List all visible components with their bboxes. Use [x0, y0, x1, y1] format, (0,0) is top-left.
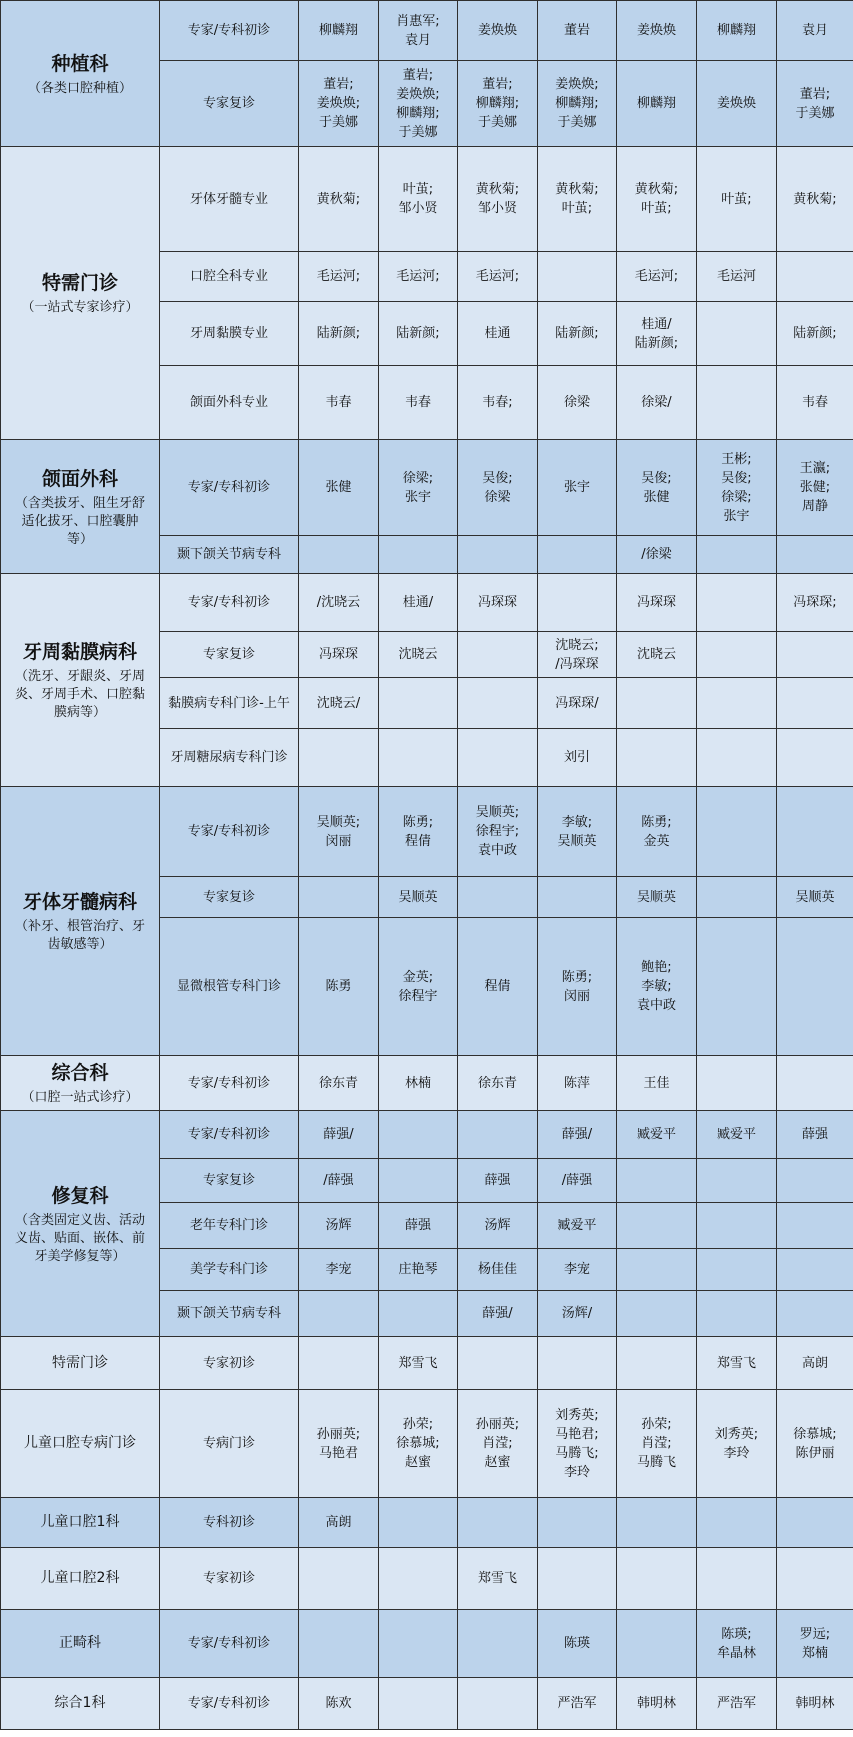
clinic-type-cell: 颌面外科专业 [160, 366, 299, 440]
doctor-cell [697, 302, 777, 366]
doctor-cell: 袁月 [777, 1, 853, 61]
doctor-cell [697, 574, 777, 632]
department-description: （含类固定义齿、活动义齿、贴面、嵌体、前牙美学修复等） [14, 1212, 145, 1264]
doctor-cell [458, 877, 538, 918]
doctor-cell [617, 1203, 697, 1249]
doctor-cell: 孙荣; 肖滢; 马腾飞 [617, 1390, 697, 1498]
doctor-cell: 陆新颜; [777, 302, 853, 366]
doctor-cell [458, 1111, 538, 1159]
clinic-type-cell: 专家/专科初诊 [160, 1056, 299, 1111]
clinic-type-cell: 专家/专科初诊 [160, 1678, 299, 1730]
doctor-cell: 徐梁/ [617, 366, 697, 440]
doctor-cell: 黄秋菊; 叶茧; [538, 147, 617, 252]
clinic-type-cell: 显微根管专科门诊 [160, 918, 299, 1056]
department-description: （口腔一站式诊疗） [21, 1090, 139, 1105]
doctor-cell: 臧爱平 [538, 1203, 617, 1249]
doctor-cell: 冯琛琛; [777, 574, 853, 632]
doctor-cell [697, 366, 777, 440]
doctor-cell: 韩明林 [777, 1678, 853, 1730]
doctor-cell: 臧爱平 [697, 1111, 777, 1159]
doctor-cell: 姜焕焕 [697, 61, 777, 147]
doctor-cell: 薛强/ [299, 1111, 379, 1159]
clinic-type-cell: 颞下颌关节病专科 [160, 536, 299, 574]
doctor-cell: 汤辉/ [538, 1291, 617, 1337]
table-row [1, 1678, 853, 1730]
doctor-cell: 李宠 [538, 1249, 617, 1291]
department-cell [1, 440, 160, 574]
doctor-cell [458, 632, 538, 678]
department-cell [1, 1498, 160, 1548]
doctor-cell: 毛运河 [697, 252, 777, 302]
doctor-cell [299, 729, 379, 787]
doctor-cell: 张宇 [538, 440, 617, 536]
doctor-cell [299, 536, 379, 574]
doctor-cell: 林楠 [379, 1056, 458, 1111]
doctor-cell [777, 536, 853, 574]
doctor-cell [538, 1548, 617, 1610]
doctor-cell: 桂通/ 陆新颜; [617, 302, 697, 366]
doctor-cell: 王佳 [617, 1056, 697, 1111]
doctor-cell: 罗远; 郑楠 [777, 1610, 853, 1678]
doctor-cell: 吴顺英 [617, 877, 697, 918]
doctor-cell [697, 729, 777, 787]
doctor-cell: 毛运河; [299, 252, 379, 302]
doctor-cell: 薛强 [379, 1203, 458, 1249]
department-name: 正畸科 [59, 1635, 101, 1651]
doctor-cell: 臧爱平 [617, 1111, 697, 1159]
doctor-cell [299, 1291, 379, 1337]
doctor-cell [458, 1678, 538, 1730]
doctor-cell [538, 252, 617, 302]
doctor-cell: 陆新颜; [379, 302, 458, 366]
doctor-cell: 冯琛琛 [299, 632, 379, 678]
department-cell [1, 147, 160, 440]
clinic-type-cell: 专家/专科初诊 [160, 1, 299, 61]
clinic-type-cell: 专家/专科初诊 [160, 574, 299, 632]
doctor-cell [379, 1159, 458, 1203]
doctor-cell: 吴俊; 张健 [617, 440, 697, 536]
doctor-cell: 董岩; 姜焕焕; 柳麟翔; 于美娜 [379, 61, 458, 147]
department-name: 综合科 [51, 1062, 109, 1084]
department-name: 儿童口腔专病门诊 [24, 1435, 136, 1451]
doctor-cell [617, 1337, 697, 1390]
doctor-cell: 董岩 [538, 1, 617, 61]
doctor-cell [617, 1159, 697, 1203]
clinic-type-cell: 黏膜病专科门诊-上午 [160, 678, 299, 729]
doctor-cell [697, 1498, 777, 1548]
schedule-body [1, 1, 853, 1730]
department-cell [1, 1337, 160, 1390]
department-description: （各类口腔种植） [27, 80, 132, 96]
doctor-cell [777, 678, 853, 729]
table-row [1, 1390, 853, 1498]
doctor-cell: 高朗 [777, 1337, 853, 1390]
doctor-cell [299, 877, 379, 918]
department-cell [1, 1111, 160, 1337]
doctor-cell: 金英; 徐程宇 [379, 918, 458, 1056]
doctor-cell [458, 678, 538, 729]
doctor-cell: 陈瑛 [538, 1610, 617, 1678]
doctor-cell [538, 574, 617, 632]
table-row [1, 147, 853, 252]
doctor-cell: 李宠 [299, 1249, 379, 1291]
clinic-type-cell: 专家/专科初诊 [160, 1111, 299, 1159]
doctor-cell: 叶茧; 邹小贤 [379, 147, 458, 252]
doctor-cell: 毛运河; [379, 252, 458, 302]
doctor-cell: 董岩; 柳麟翔; 于美娜 [458, 61, 538, 147]
doctor-cell [697, 536, 777, 574]
table-row [1, 1111, 853, 1159]
doctor-cell: 陆新颜; [299, 302, 379, 366]
department-cell [1, 1678, 160, 1730]
doctor-cell: 汤辉 [299, 1203, 379, 1249]
doctor-cell [538, 1498, 617, 1548]
doctor-cell [299, 1610, 379, 1678]
doctor-cell [617, 729, 697, 787]
doctor-cell: 黄秋菊; [777, 147, 853, 252]
clinic-type-cell: 专家复诊 [160, 61, 299, 147]
doctor-cell: 严浩军 [697, 1678, 777, 1730]
department-cell [1, 1610, 160, 1678]
doctor-cell [617, 1610, 697, 1678]
doctor-cell [379, 1610, 458, 1678]
doctor-cell [538, 877, 617, 918]
department-cell [1, 1548, 160, 1610]
doctor-cell: 陈勇; 金英 [617, 787, 697, 877]
doctor-cell: 董岩; 于美娜 [777, 61, 853, 147]
clinic-type-cell: 美学专科门诊 [160, 1249, 299, 1291]
doctor-cell: 汤辉 [458, 1203, 538, 1249]
doctor-cell: 冯琛琛 [617, 574, 697, 632]
department-name: 特需门诊 [52, 1354, 108, 1371]
department-name: 修复科 [51, 1184, 109, 1207]
clinic-type-cell: 专家初诊 [160, 1548, 299, 1610]
doctor-cell [697, 678, 777, 729]
doctor-cell: 肖惠军; 袁月 [379, 1, 458, 61]
doctor-cell: 韦春 [379, 366, 458, 440]
doctor-cell: 鲍艳; 李敏; 袁中政 [617, 918, 697, 1056]
doctor-cell: 程倩 [458, 918, 538, 1056]
doctor-cell: 韦春 [299, 366, 379, 440]
doctor-cell [777, 252, 853, 302]
doctor-cell [299, 1548, 379, 1610]
doctor-cell: 孙丽英; 肖滢; 赵蜜 [458, 1390, 538, 1498]
doctor-cell [458, 1498, 538, 1548]
doctor-cell: 张健 [299, 440, 379, 536]
table-row [1, 787, 853, 877]
doctor-cell [697, 1291, 777, 1337]
clinic-type-cell: 牙体牙髓专业 [160, 147, 299, 252]
doctor-cell: 吴顺英 [777, 877, 853, 918]
doctor-cell: 郑雪飞 [458, 1548, 538, 1610]
doctor-cell [617, 1498, 697, 1548]
doctor-cell: 徐梁 [538, 366, 617, 440]
doctor-cell: 柳麟翔 [299, 1, 379, 61]
doctor-cell [777, 729, 853, 787]
doctor-cell [458, 729, 538, 787]
doctor-cell: 董岩; 姜焕焕; 于美娜 [299, 61, 379, 147]
doctor-cell: /沈晓云 [299, 574, 379, 632]
clinic-type-cell: 专科初诊 [160, 1498, 299, 1548]
clinic-type-cell: 专家复诊 [160, 1159, 299, 1203]
doctor-cell: 陈萍 [538, 1056, 617, 1111]
doctor-cell: /薛强 [538, 1159, 617, 1203]
doctor-cell: 沈晓云 [617, 632, 697, 678]
doctor-cell [777, 787, 853, 877]
doctor-cell [617, 1249, 697, 1291]
department-name: 牙周黏膜病科 [22, 641, 137, 663]
doctor-cell [379, 1291, 458, 1337]
doctor-cell: 吴顺英; 闵丽 [299, 787, 379, 877]
table-row [1, 1548, 853, 1610]
department-description: （洗牙、牙龈炎、牙周炎、牙周手术、口腔黏膜病等） [14, 669, 145, 720]
doctor-cell: 徐慕城; 陈伊丽 [777, 1390, 853, 1498]
doctor-cell: 陈勇; 闵丽 [538, 918, 617, 1056]
doctor-cell: 桂通 [458, 302, 538, 366]
doctor-cell: 吴俊; 徐梁 [458, 440, 538, 536]
doctor-cell: 韩明林 [617, 1678, 697, 1730]
doctor-cell: 高朗 [299, 1498, 379, 1548]
doctor-cell: 陈勇; 程倩 [379, 787, 458, 877]
doctor-cell [379, 1498, 458, 1548]
doctor-cell [777, 1249, 853, 1291]
doctor-cell: 薛强 [458, 1159, 538, 1203]
doctor-cell: 陈勇 [299, 918, 379, 1056]
doctor-cell [697, 632, 777, 678]
doctor-cell [777, 918, 853, 1056]
doctor-cell [777, 1498, 853, 1548]
department-name: 综合1科 [54, 1695, 106, 1711]
doctor-cell: 陆新颜; [538, 302, 617, 366]
doctor-cell: 徐东青 [299, 1056, 379, 1111]
doctor-cell [458, 1610, 538, 1678]
doctor-cell: 毛运河; [617, 252, 697, 302]
clinic-type-cell: 专家初诊 [160, 1337, 299, 1390]
doctor-cell [379, 1678, 458, 1730]
table-row [1, 1056, 853, 1111]
doctor-cell: 姜焕焕; 柳麟翔; 于美娜 [538, 61, 617, 147]
doctor-cell [458, 536, 538, 574]
doctor-cell [617, 1548, 697, 1610]
doctor-cell [379, 678, 458, 729]
doctor-cell: 薛强/ [538, 1111, 617, 1159]
doctor-cell: 吴顺英; 徐程宇; 袁中政 [458, 787, 538, 877]
doctor-cell: 姜焕焕 [617, 1, 697, 61]
doctor-cell: 王彬; 吴俊; 徐梁; 张宇 [697, 440, 777, 536]
doctor-cell: 吴顺英 [379, 877, 458, 918]
doctor-cell: 严浩军 [538, 1678, 617, 1730]
doctor-cell: 徐东青 [458, 1056, 538, 1111]
doctor-cell [538, 1337, 617, 1390]
doctor-cell [299, 1337, 379, 1390]
department-description: （一站式专家诊疗） [21, 300, 139, 315]
clinic-type-cell: 口腔全科专业 [160, 252, 299, 302]
doctor-cell: 杨佳佳 [458, 1249, 538, 1291]
doctor-cell [697, 877, 777, 918]
doctor-cell: 姜焕焕 [458, 1, 538, 61]
clinic-type-cell: 牙周糖尿病专科门诊 [160, 729, 299, 787]
clinic-type-cell: 颞下颌关节病专科 [160, 1291, 299, 1337]
doctor-cell: 沈晓云/ [299, 678, 379, 729]
doctor-cell: 刘秀英; 李玲 [697, 1390, 777, 1498]
doctor-cell: 黄秋菊; 叶茧; [617, 147, 697, 252]
doctor-cell: 黄秋菊; [299, 147, 379, 252]
doctor-cell [697, 1249, 777, 1291]
doctor-cell [617, 678, 697, 729]
doctor-cell: 刘秀英; 马艳君; 马腾飞; 李玲 [538, 1390, 617, 1498]
clinic-type-cell: 专病门诊 [160, 1390, 299, 1498]
table-row [1, 1498, 853, 1548]
doctor-cell: /薛强 [299, 1159, 379, 1203]
doctor-cell: 毛运河; [458, 252, 538, 302]
doctor-cell [617, 1291, 697, 1337]
doctor-cell: 沈晓云 [379, 632, 458, 678]
doctor-cell: 庄艳琴 [379, 1249, 458, 1291]
doctor-cell: 柳麟翔 [617, 61, 697, 147]
doctor-cell [697, 1203, 777, 1249]
clinic-type-cell: 专家复诊 [160, 877, 299, 918]
department-cell [1, 1, 160, 147]
doctor-cell: 叶茧; [697, 147, 777, 252]
department-name: 牙体牙髓病科 [22, 891, 137, 913]
department-name: 儿童口腔2科 [40, 1570, 120, 1586]
doctor-cell [697, 1548, 777, 1610]
doctor-cell: 桂通/ [379, 574, 458, 632]
doctor-cell [697, 787, 777, 877]
doctor-cell: /徐梁 [617, 536, 697, 574]
doctor-cell: 沈晓云; /冯琛琛 [538, 632, 617, 678]
doctor-cell [458, 1337, 538, 1390]
table-row [1, 1337, 853, 1390]
clinic-type-cell: 专家/专科初诊 [160, 787, 299, 877]
department-name: 特需门诊 [41, 272, 118, 294]
department-description: （补牙、根管治疗、牙齿敏感等） [14, 919, 145, 952]
doctor-cell: 李敏; 吴顺英 [538, 787, 617, 877]
doctor-cell [379, 536, 458, 574]
department-name: 儿童口腔1科 [40, 1514, 120, 1530]
doctor-cell [697, 1056, 777, 1111]
table-row [1, 1, 853, 61]
clinic-type-cell: 专家复诊 [160, 632, 299, 678]
doctor-cell [777, 1203, 853, 1249]
doctor-cell: 陈瑛; 牟晶林 [697, 1610, 777, 1678]
clinic-type-cell: 专家/专科初诊 [160, 440, 299, 536]
department-cell [1, 1390, 160, 1498]
doctor-cell: 冯琛琛/ [538, 678, 617, 729]
doctor-cell: 孙丽英; 马艳君 [299, 1390, 379, 1498]
doctor-cell: 黄秋菊; 邹小贤 [458, 147, 538, 252]
doctor-cell: 冯琛琛 [458, 574, 538, 632]
doctor-cell: 王瀛; 张健; 周静 [777, 440, 853, 536]
doctor-cell: 刘引 [538, 729, 617, 787]
clinic-type-cell: 牙周黏膜专业 [160, 302, 299, 366]
doctor-cell [379, 1111, 458, 1159]
doctor-cell [777, 632, 853, 678]
doctor-cell [379, 729, 458, 787]
doctor-cell: 陈欢 [299, 1678, 379, 1730]
doctor-cell: 薛强/ [458, 1291, 538, 1337]
table-row [1, 440, 853, 536]
doctor-cell: 薛强 [777, 1111, 853, 1159]
doctor-cell: 韦春; [458, 366, 538, 440]
department-name: 种植科 [51, 52, 109, 75]
table-row [1, 1610, 853, 1678]
doctor-cell [379, 1548, 458, 1610]
doctor-cell: 郑雪飞 [697, 1337, 777, 1390]
doctor-cell [777, 1291, 853, 1337]
doctor-cell: 柳麟翔 [697, 1, 777, 61]
doctor-cell: 韦春 [777, 366, 853, 440]
doctor-cell [697, 918, 777, 1056]
doctor-cell [697, 1159, 777, 1203]
clinic-type-cell: 老年专科门诊 [160, 1203, 299, 1249]
table-row [1, 574, 853, 632]
department-cell [1, 787, 160, 1056]
doctor-cell [777, 1159, 853, 1203]
department-cell [1, 1056, 160, 1111]
doctor-cell: 孙荣; 徐慕城; 赵蜜 [379, 1390, 458, 1498]
clinic-type-cell: 专家/专科初诊 [160, 1610, 299, 1678]
doctor-cell: 郑雪飞 [379, 1337, 458, 1390]
doctor-cell [538, 536, 617, 574]
department-description: （含类拔牙、阻生牙舒适化拔牙、口腔囊肿等） [14, 495, 145, 547]
department-cell [1, 574, 160, 787]
department-name: 颌面外科 [41, 467, 118, 490]
doctor-cell [777, 1056, 853, 1111]
doctor-cell [777, 1548, 853, 1610]
doctor-cell: 徐梁; 张宇 [379, 440, 458, 536]
